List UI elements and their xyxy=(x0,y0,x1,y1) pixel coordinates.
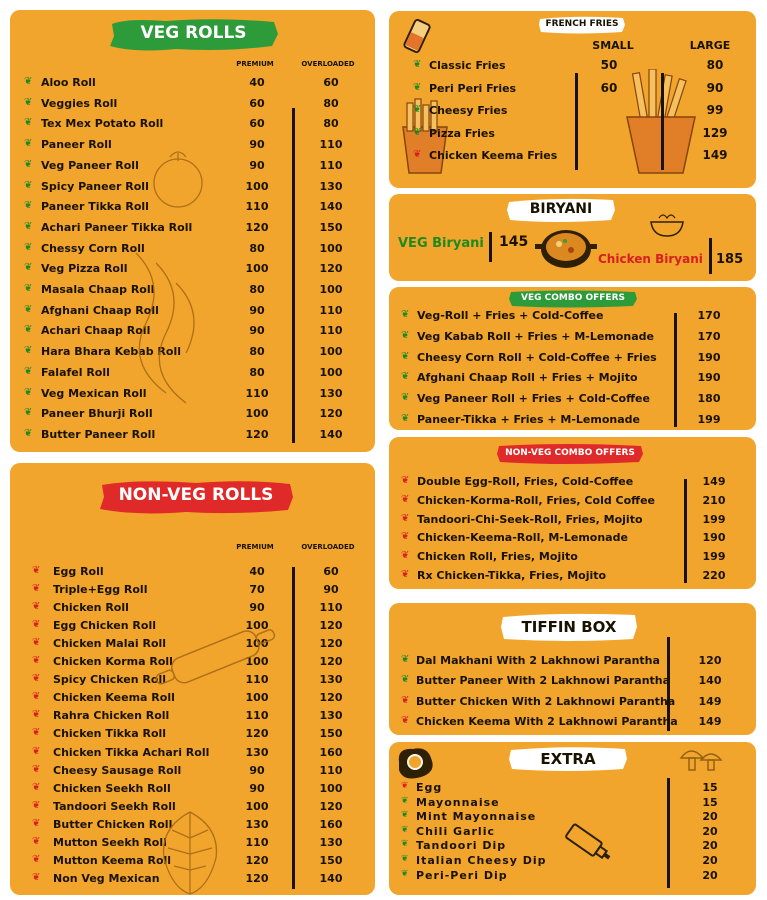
veg-roll-premium: 80 xyxy=(249,365,265,379)
extra-leaf-icon: ❦ xyxy=(401,824,409,835)
veg-roll-premium: 90 xyxy=(249,138,265,152)
veg-roll-premium: 120 xyxy=(245,427,269,441)
veg-leaf-icon: ❦ xyxy=(24,427,33,439)
veg-roll-overloaded: 120 xyxy=(319,407,343,421)
fries-name: Cheesy Fries xyxy=(429,104,508,117)
nonveg-leaf-icon: ❦ xyxy=(32,565,41,576)
nonveg-leaf-icon: ❦ xyxy=(32,655,41,667)
veg-leaf-icon: ❦ xyxy=(24,262,33,274)
fries-name: Pizza Fries xyxy=(429,126,495,140)
nonveg-combo-leaf-icon: ❦ xyxy=(401,531,410,543)
extra-leaf-icon: ❦ xyxy=(401,795,409,806)
nonveg-leaf-icon: ❦ xyxy=(32,619,41,631)
tiffin-price: 149 xyxy=(698,694,722,708)
nonveg-roll-overloaded: 120 xyxy=(319,799,343,813)
nonveg-combo-title: NON-VEG COMBO OFFERS xyxy=(505,448,635,458)
nonveg-roll-premium: 110 xyxy=(245,709,269,723)
nonveg-roll-name: Rahra Chicken Roll xyxy=(53,709,170,723)
tomato-doodle-icon xyxy=(148,143,208,213)
nonveg-leaf-icon: ❦ xyxy=(32,781,41,793)
tiffin-title: TIFFIN BOX xyxy=(521,618,617,636)
fries-leaf-icon: ❦ xyxy=(413,59,422,70)
tiffin-name: Dal Makhani With 2 Lakhnowi Parantha xyxy=(416,654,660,667)
nonveg-combo-leaf-icon: ❦ xyxy=(401,475,410,486)
nonveg-leaf-icon: ❦ xyxy=(32,691,41,703)
nonveg-roll-premium: 100 xyxy=(245,799,269,813)
veg-roll-name: Aloo Roll xyxy=(41,76,96,89)
veg-roll-name: Falafel Roll xyxy=(41,365,110,379)
veg-combo-name: Veg Paneer Roll + Fries + Cold-Coffee xyxy=(417,392,650,406)
veg-roll-overloaded: 120 xyxy=(319,262,343,276)
extra-price: 20 xyxy=(702,868,718,882)
nonveg-combo-panel xyxy=(389,437,756,589)
nonveg-roll-overloaded: 120 xyxy=(319,619,343,633)
nonveg-roll-premium: 100 xyxy=(245,619,269,633)
veg-leaf-icon: ❦ xyxy=(24,158,33,170)
veg-roll-overloaded: 100 xyxy=(319,365,343,379)
extra-name: Egg xyxy=(416,781,443,794)
fries-large: 129 xyxy=(702,125,728,140)
veg-combo-price: 199 xyxy=(697,413,721,426)
veg-roll-premium: 60 xyxy=(249,96,265,110)
leaf-doodle-icon xyxy=(150,808,230,896)
veg-roll-premium: 90 xyxy=(249,303,265,317)
nonveg-leaf-icon: ❦ xyxy=(32,835,41,847)
veg-roll-overloaded: 80 xyxy=(323,117,339,131)
nonveg-leaf-icon: ❦ xyxy=(32,583,41,595)
nonveg-roll-overloaded: 150 xyxy=(319,727,343,741)
veg-leaf-icon: ❦ xyxy=(24,386,33,398)
veg-roll-premium: 80 xyxy=(249,241,265,255)
nonveg-leaf-icon: ❦ xyxy=(32,709,41,721)
nonveg-roll-overloaded: 110 xyxy=(319,601,343,615)
veg-combo-leaf-icon: ❦ xyxy=(401,329,410,341)
nonveg-leaf-icon: ❦ xyxy=(32,871,41,883)
nonveg-combo-name: Tandoori-Chi-Seek-Roll, Fries, Mojito xyxy=(417,512,643,526)
extra-name: Tandoori Dip xyxy=(416,839,507,853)
nonveg-roll-name: Chicken Tikka Achari Roll xyxy=(53,745,210,759)
nonveg-roll-premium: 90 xyxy=(249,601,265,615)
extra-name: Mint Mayonnaise xyxy=(416,810,537,824)
veg-roll-name: Veg Paneer Roll xyxy=(41,158,139,172)
fries-large: 149 xyxy=(702,148,728,162)
veg-combo-price: 190 xyxy=(697,371,721,385)
veg-leaf-icon: ❦ xyxy=(24,303,33,315)
nonveg-combo-price: 210 xyxy=(702,493,726,507)
nonveg-roll-premium: 120 xyxy=(245,853,269,867)
nonveg-roll-overloaded: 120 xyxy=(319,637,343,651)
nonveg-leaf-icon: ❦ xyxy=(32,637,41,649)
nonveg-combo-leaf-icon: ❦ xyxy=(401,550,410,562)
nonveg-leaf-icon: ❦ xyxy=(32,673,41,685)
nonveg-roll-premium: 120 xyxy=(245,727,269,741)
veg-roll-name: Spicy Paneer Roll xyxy=(41,179,149,193)
veg-roll-premium: 100 xyxy=(245,179,269,193)
veg-combo-name: Afghani Chaap Roll + Fries + Mojito xyxy=(417,371,638,385)
nonveg-roll-premium: 90 xyxy=(249,763,265,777)
veg-combo-leaf-icon: ❦ xyxy=(401,371,410,383)
nonveg-combo-leaf-icon: ❦ xyxy=(401,512,410,524)
veg-roll-overloaded: 100 xyxy=(319,283,343,296)
veg-roll-premium: 120 xyxy=(245,220,269,234)
nonveg-roll-overloaded: 120 xyxy=(319,655,343,669)
chicken-biryani-price: 185 xyxy=(716,252,744,267)
veg-roll-overloaded: 140 xyxy=(319,427,343,441)
sauce-bottle-icon xyxy=(557,820,615,868)
nonveg-roll-overloaded: 60 xyxy=(323,565,339,578)
veg-roll-overloaded: 110 xyxy=(319,303,343,317)
nonveg-roll-name: Chicken Roll xyxy=(53,601,129,615)
nonveg-roll-overloaded: 150 xyxy=(319,853,343,867)
veg-combo-panel xyxy=(389,287,756,430)
fries-small: 50 xyxy=(600,58,618,72)
veg-combo-title: VEG COMBO OFFERS xyxy=(521,293,625,303)
veg-combo-price: 170 xyxy=(697,329,721,343)
veg-roll-overloaded: 80 xyxy=(323,96,339,110)
tiffin-name: Butter Paneer With 2 Lakhnowi Parantha xyxy=(416,674,671,688)
nonveg-roll-premium: 100 xyxy=(245,655,269,669)
extra-name: Peri-Peri Dip xyxy=(416,868,508,882)
pretzel-doodle-icon xyxy=(106,243,226,413)
extra-price: 20 xyxy=(702,839,718,853)
veg-roll-name: Paneer Bhurji Roll xyxy=(41,407,153,421)
nonveg-combo-price: 149 xyxy=(702,475,726,488)
veg-roll-name: Masala Chaap Roll xyxy=(41,283,155,296)
nonveg-leaf-icon: ❦ xyxy=(32,853,41,865)
veg-roll-name: Butter Paneer Roll xyxy=(41,427,156,441)
fries-leaf-icon: ❦ xyxy=(413,104,422,115)
nonveg-roll-overloaded: 90 xyxy=(323,583,339,597)
tiffin-leaf-icon: ❦ xyxy=(401,694,410,706)
veg-biryani-label: VEG Biryani xyxy=(398,236,484,251)
veg-roll-name: Paneer Tikka Roll xyxy=(41,200,149,214)
nonveg-roll-overloaded: 130 xyxy=(319,835,343,849)
veg-roll-premium: 80 xyxy=(249,345,265,359)
tiffin-price: 120 xyxy=(698,654,722,667)
veg-combo-leaf-icon: ❦ xyxy=(401,392,410,404)
veg-col-premium: PREMIUM xyxy=(236,60,274,68)
french-fries-title: FRENCH FRIES xyxy=(545,19,619,29)
veg-combo-price: 170 xyxy=(697,309,721,322)
veg-roll-name: Chessy Corn Roll xyxy=(41,241,145,255)
veg-roll-premium: 90 xyxy=(249,324,265,338)
veg-rolls-title: VEG ROLLS xyxy=(140,23,247,43)
veg-biryani-divider xyxy=(489,232,492,262)
nonveg-roll-overloaded: 130 xyxy=(319,673,343,687)
veg-combo-name: Veg-Roll + Fries + Cold-Coffee xyxy=(417,309,604,322)
veg-roll-overloaded: 140 xyxy=(319,200,343,214)
nonveg-roll-premium: 120 xyxy=(245,871,269,885)
bowl-icon xyxy=(647,210,687,238)
extra-price: 20 xyxy=(702,824,718,838)
nonveg-leaf-icon: ❦ xyxy=(32,601,41,613)
nonveg-combo-price: 190 xyxy=(702,531,726,545)
veg-leaf-icon: ❦ xyxy=(24,365,33,377)
nonveg-roll-overloaded: 100 xyxy=(319,781,343,795)
veg-roll-overloaded: 130 xyxy=(319,179,343,193)
fries-col-large: LARGE xyxy=(689,39,731,52)
extra-price: 15 xyxy=(702,781,718,794)
nonveg-col-overloaded: OVERLOADED xyxy=(301,543,355,551)
nonveg-combo-name: Double Egg-Roll, Fries, Cold-Coffee xyxy=(417,475,634,488)
veg-column-divider xyxy=(292,108,295,443)
nonveg-roll-name: Spicy Chicken Roll xyxy=(53,673,166,687)
tiffin-leaf-icon: ❦ xyxy=(401,714,410,726)
veg-roll-premium: 80 xyxy=(249,283,265,296)
nonveg-roll-name: Cheesy Sausage Roll xyxy=(53,763,182,777)
nonveg-roll-premium: 40 xyxy=(249,565,265,578)
extra-leaf-icon: ❦ xyxy=(401,781,409,791)
nonveg-col-premium: PREMIUM xyxy=(236,543,274,551)
tiffin-box-panel xyxy=(389,603,756,735)
nonveg-roll-name: Egg Roll xyxy=(53,565,104,578)
veg-roll-overloaded: 110 xyxy=(319,158,343,172)
veg-roll-overloaded: 60 xyxy=(323,76,339,89)
nonveg-roll-premium: 110 xyxy=(245,673,269,687)
veg-roll-name: Achari Chaap Roll xyxy=(41,324,151,338)
nonveg-roll-name: Mutton Seekh Roll xyxy=(53,835,167,849)
veg-leaf-icon: ❦ xyxy=(24,324,33,336)
veg-leaf-icon: ❦ xyxy=(24,117,33,129)
nonveg-combo-divider xyxy=(684,479,687,583)
french-fries-panel xyxy=(389,11,756,188)
nonveg-roll-name: Chicken Malai Roll xyxy=(53,637,167,651)
veg-leaf-icon: ❦ xyxy=(24,283,33,294)
veg-leaf-icon: ❦ xyxy=(24,179,33,191)
nonveg-roll-premium: 130 xyxy=(245,745,269,759)
fries-name: Peri Peri Fries xyxy=(429,81,517,95)
extra-price: 20 xyxy=(702,854,718,867)
veg-combo-leaf-icon: ❦ xyxy=(401,413,410,424)
veg-roll-premium: 90 xyxy=(249,158,265,172)
nonveg-roll-overloaded: 160 xyxy=(319,817,343,831)
fries-leaf-icon: ❦ xyxy=(413,149,422,160)
nonveg-column-divider xyxy=(292,567,295,889)
extra-name: Mayonnaise xyxy=(416,795,500,809)
nonveg-roll-premium: 90 xyxy=(249,781,265,795)
extra-leaf-icon: ❦ xyxy=(401,868,409,879)
veg-combo-name: Cheesy Corn Roll + Cold-Coffee + Fries xyxy=(417,350,657,364)
nonveg-roll-overloaded: 130 xyxy=(319,709,343,723)
veg-roll-overloaded: 110 xyxy=(319,324,343,338)
veg-leaf-icon: ❦ xyxy=(24,138,33,150)
nonveg-roll-overloaded: 160 xyxy=(319,745,343,759)
extra-leaf-icon: ❦ xyxy=(401,854,409,864)
nonveg-roll-premium: 70 xyxy=(249,583,265,597)
biryani-title: BIRYANI xyxy=(529,201,593,217)
biryani-pan-icon xyxy=(535,224,597,274)
tiffin-price: 149 xyxy=(698,714,722,728)
tiffin-leaf-icon: ❦ xyxy=(401,674,410,686)
veg-leaf-icon: ❦ xyxy=(24,345,33,357)
fries-col-small: SMALL xyxy=(592,39,634,52)
drink-icon xyxy=(397,13,439,57)
nonveg-roll-name: Chicken Seekh Roll xyxy=(53,781,171,795)
nonveg-roll-premium: 130 xyxy=(245,817,269,831)
veg-roll-premium: 100 xyxy=(245,262,269,276)
veg-combo-leaf-icon: ❦ xyxy=(401,309,410,320)
nonveg-combo-name: Chicken Roll, Fries, Mojito xyxy=(417,550,578,564)
fries-leaf-icon: ❦ xyxy=(413,81,422,93)
nonveg-roll-premium: 100 xyxy=(245,691,269,705)
chicken-biryani-divider xyxy=(709,238,712,274)
veg-leaf-icon: ❦ xyxy=(24,200,33,212)
extra-title: EXTRA xyxy=(540,750,596,768)
nonveg-combo-price: 220 xyxy=(702,569,726,582)
nonveg-roll-name: Tandoori Seekh Roll xyxy=(53,799,176,813)
nonveg-leaf-icon: ❦ xyxy=(32,727,41,739)
extra-leaf-icon: ❦ xyxy=(401,810,409,821)
nonveg-leaf-icon: ❦ xyxy=(32,817,41,829)
veg-roll-premium: 40 xyxy=(249,76,265,89)
nonveg-combo-name: Chicken-Korma-Roll, Fries, Cold Coffee xyxy=(417,493,655,507)
tiffin-leaf-icon: ❦ xyxy=(401,654,410,665)
chicken-biryani-label: Chicken Biryani xyxy=(598,252,703,266)
veg-roll-name: Paneer Roll xyxy=(41,138,112,152)
veg-roll-premium: 110 xyxy=(245,200,269,214)
veg-roll-overloaded: 100 xyxy=(319,345,343,359)
fries-leaf-icon: ❦ xyxy=(413,126,422,138)
nonveg-roll-name: Egg Chicken Roll xyxy=(53,619,156,633)
nonveg-combo-leaf-icon: ❦ xyxy=(401,493,410,505)
nonveg-combo-leaf-icon: ❦ xyxy=(401,569,410,580)
tiffin-name: Butter Chicken With 2 Lakhnowi Parantha xyxy=(416,694,676,708)
tiffin-price: 140 xyxy=(698,674,722,688)
fries-name: Classic Fries xyxy=(429,59,506,72)
nonveg-roll-name: Chicken Keema Roll xyxy=(53,691,175,705)
nonveg-combo-price: 199 xyxy=(702,512,726,526)
nonveg-leaf-icon: ❦ xyxy=(32,799,41,811)
nonveg-roll-name: Non Veg Mexican xyxy=(53,871,160,885)
veg-leaf-icon: ❦ xyxy=(24,76,33,87)
veg-roll-premium: 100 xyxy=(245,407,269,421)
veg-combo-price: 180 xyxy=(697,392,721,406)
mushroom-icon xyxy=(675,742,727,776)
extra-divider xyxy=(667,778,670,888)
veg-roll-overloaded: 130 xyxy=(319,386,343,400)
extra-leaf-icon: ❦ xyxy=(401,839,409,850)
fries-small: 60 xyxy=(600,80,618,95)
nonveg-roll-premium: 100 xyxy=(245,637,269,651)
extra-price: 20 xyxy=(702,810,718,824)
fries-illustration-right xyxy=(617,69,699,179)
veg-biryani-price: 145 xyxy=(499,234,529,250)
veg-roll-name: Afghani Chaap Roll xyxy=(41,303,159,317)
veg-leaf-icon: ❦ xyxy=(24,220,33,232)
nonveg-combo-price: 199 xyxy=(702,550,726,564)
veg-combo-divider xyxy=(674,313,677,427)
nonveg-leaf-icon: ❦ xyxy=(32,763,41,775)
tiffin-name: Chicken Keema With 2 Lakhnowi Parantha xyxy=(416,714,678,728)
extra-price: 15 xyxy=(702,795,718,809)
veg-roll-name: Veg Mexican Roll xyxy=(41,386,147,400)
veg-roll-name: Tex Mex Potato Roll xyxy=(41,117,164,131)
nonveg-combo-name: Chicken-Keema-Roll, M-Lemonade xyxy=(417,531,628,545)
fries-large: 99 xyxy=(706,103,724,117)
nonveg-combo-name: Rx Chicken-Tikka, Fries, Mojito xyxy=(417,569,607,582)
fries-large: 90 xyxy=(706,80,724,95)
non-veg-rolls-title: NON-VEG ROLLS xyxy=(118,485,274,505)
veg-leaf-icon: ❦ xyxy=(24,96,33,108)
veg-roll-overloaded: 110 xyxy=(319,138,343,152)
nonveg-roll-name: Chicken Korma Roll xyxy=(53,655,173,669)
nonveg-roll-premium: 110 xyxy=(245,835,269,849)
veg-roll-overloaded: 100 xyxy=(319,241,343,255)
nonveg-roll-name: Mutton Keema Roll xyxy=(53,853,172,867)
veg-col-overloaded: OVERLOADED xyxy=(301,60,355,68)
nonveg-roll-name: Chicken Tikka Roll xyxy=(53,727,167,741)
veg-combo-name: Veg Kabab Roll + Fries + M-Lemonade xyxy=(417,329,654,343)
veg-leaf-icon: ❦ xyxy=(24,407,33,419)
nonveg-roll-overloaded: 110 xyxy=(319,763,343,777)
fries-divider-2 xyxy=(661,73,664,170)
veg-leaf-icon: ❦ xyxy=(24,241,33,253)
fries-divider-1 xyxy=(575,73,578,170)
veg-roll-name: Veg Pizza Roll xyxy=(41,262,128,276)
veg-combo-leaf-icon: ❦ xyxy=(401,350,410,362)
veg-roll-premium: 110 xyxy=(245,386,269,400)
rolling-pin-doodle-icon xyxy=(150,610,290,700)
nonveg-roll-name: Triple+Egg Roll xyxy=(53,583,148,597)
nonveg-roll-name: Butter Chicken Roll xyxy=(53,817,173,831)
extra-name: Italian Cheesy Dip xyxy=(416,854,547,867)
fries-name: Chicken Keema Fries xyxy=(429,149,558,162)
nonveg-roll-overloaded: 140 xyxy=(319,871,343,885)
veg-roll-name: Hara Bhara Kebab Roll xyxy=(41,345,181,359)
veg-roll-premium: 60 xyxy=(249,117,265,131)
nonveg-leaf-icon: ❦ xyxy=(32,745,41,757)
veg-roll-overloaded: 150 xyxy=(319,220,343,234)
veg-roll-name: Achari Paneer Tikka Roll xyxy=(41,220,193,234)
biryani-panel xyxy=(389,194,756,281)
fries-large: 80 xyxy=(706,58,724,72)
veg-combo-name: Paneer-Tikka + Fries + M-Lemonade xyxy=(417,413,640,426)
veg-roll-name: Veggies Roll xyxy=(41,96,118,110)
extra-panel xyxy=(389,742,756,895)
nonveg-roll-overloaded: 120 xyxy=(319,691,343,705)
extra-name: Chili Garlic xyxy=(416,824,495,838)
fried-egg-icon xyxy=(393,744,437,782)
veg-combo-price: 190 xyxy=(697,350,721,364)
